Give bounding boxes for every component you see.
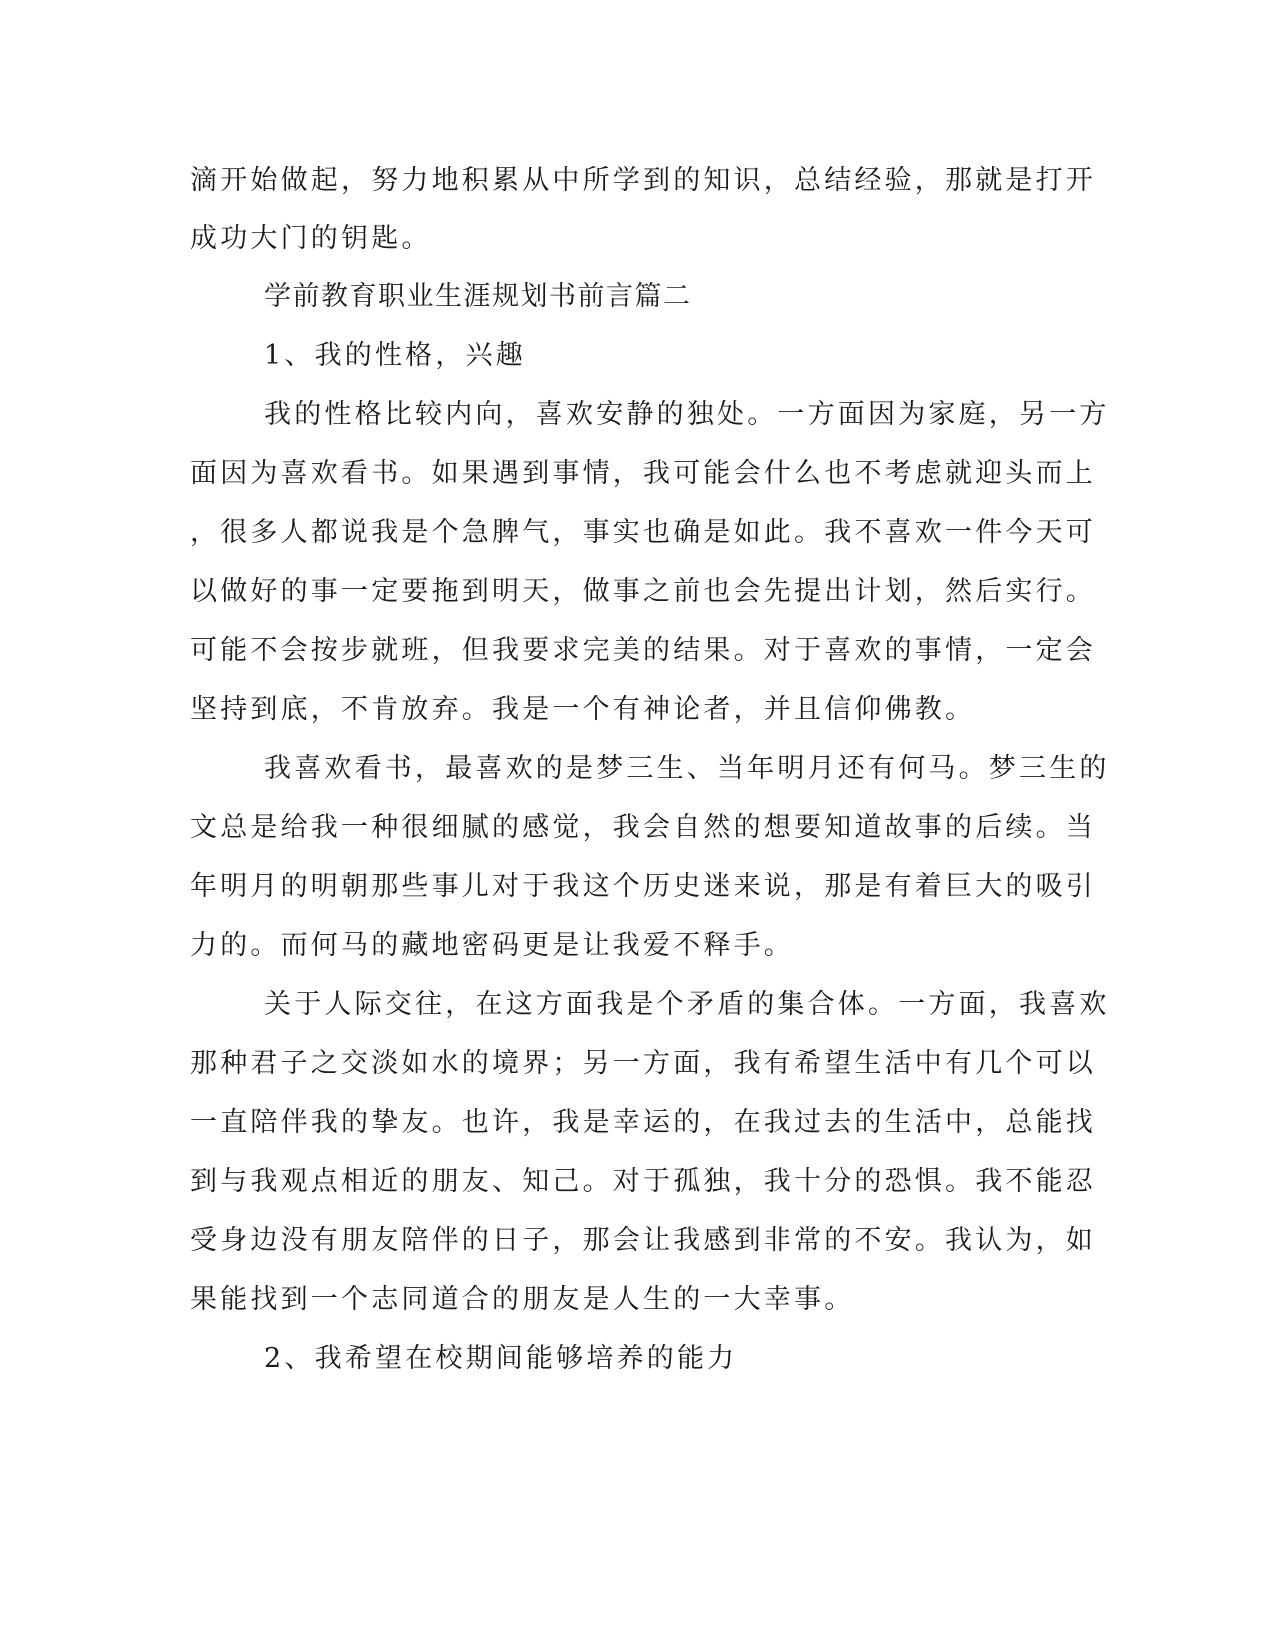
paragraph-line: 坚持到底，不肯放弃。我是一个有神论者，并且信仰佛教。 bbox=[190, 694, 976, 725]
subheading: 2、我希望在校期间能够培养的能力 bbox=[264, 1343, 738, 1374]
paragraph-line: 我喜欢看书，最喜欢的是梦三生、当年明月还有何马。梦三生的 bbox=[264, 753, 1110, 784]
paragraph-line: 受身边没有朋友陪伴的日子，那会让我感到非常的不安。我认为，如 bbox=[190, 1225, 1096, 1256]
section-title: 学前教育职业生涯规划书前言篇二 bbox=[264, 281, 692, 312]
paragraph-line: 关于人际交往，在这方面我是个矛盾的集合体。一方面，我喜欢 bbox=[264, 989, 1110, 1020]
paragraph-line: 我的性格比较内向，喜欢安静的独处。一方面因为家庭，另一方 bbox=[264, 399, 1110, 430]
paragraph-line: 成功大门的钥匙。 bbox=[190, 223, 432, 254]
paragraph-line: 以做好的事一定要拖到明天，做事之前也会先提出计划，然后实行。 bbox=[190, 576, 1096, 607]
paragraph-line: 力的。而何马的藏地密码更是让我爱不释手。 bbox=[190, 930, 794, 961]
paragraph-line: 一直陪伴我的挚友。也许，我是幸运的，在我过去的生活中，总能找 bbox=[190, 1107, 1096, 1138]
paragraph-line: ，很多人都说我是个急脾气，事实也确是如此。我不喜欢一件今天可 bbox=[190, 517, 1096, 548]
paragraph-line: 年明月的明朝那些事儿对于我这个历史迷来说，那是有着巨大的吸引 bbox=[190, 871, 1096, 902]
paragraph-line: 果能找到一个志同道合的朋友是人生的一大幸事。 bbox=[190, 1284, 855, 1315]
subheading: 1、我的性格，兴趣 bbox=[264, 340, 526, 371]
paragraph-line: 那种君子之交淡如水的境界；另一方面，我有希望生活中有几个可以 bbox=[190, 1048, 1096, 1079]
paragraph-line: 面因为喜欢看书。如果遇到事情，我可能会什么也不考虑就迎头而上 bbox=[190, 458, 1096, 489]
paragraph-line: 文总是给我一种很细腻的感觉，我会自然的想要知道故事的后续。当 bbox=[190, 812, 1096, 843]
paragraph-line: 到与我观点相近的朋友、知己。对于孤独，我十分的恐惧。我不能忍 bbox=[190, 1166, 1096, 1197]
paragraph-line: 可能不会按步就班，但我要求完美的结果。对于喜欢的事情，一定会 bbox=[190, 635, 1096, 666]
paragraph-line: 滴开始做起，努力地积累从中所学到的知识，总结经验，那就是打开 bbox=[190, 165, 1096, 196]
